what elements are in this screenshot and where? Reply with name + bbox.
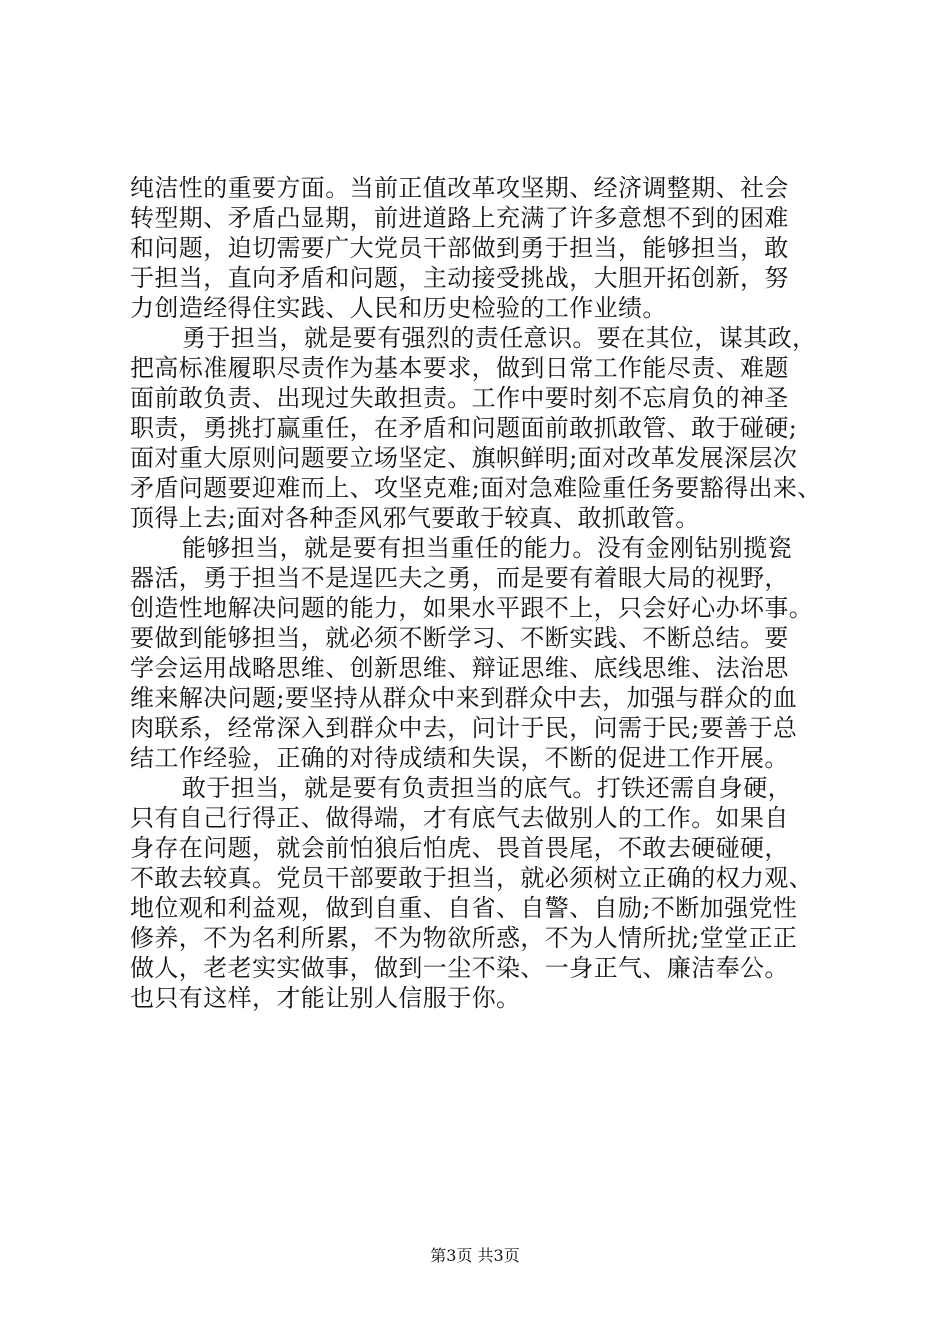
text-line: 不敢去较真。党员干部要敢于担当，就必须树立正确的权力观、 (130, 864, 814, 892)
page-number-footer: 第3页 共3页 (430, 1246, 520, 1265)
text-line: 和问题，迫切需要广大党员干部做到勇于担当，能够担当，敢 (130, 234, 789, 262)
text-line: 面前敢负责、出现过失敢担责。工作中要时刻不忘肩负的神圣 (130, 384, 789, 412)
text-line: 学会运用战略思维、创新思维、辩证思维、底线思维、法治思 (130, 654, 789, 682)
text-line: 身存在问题，就会前怕狼后怕虎、畏首畏尾，不敢去硬碰硬， (130, 834, 789, 862)
paragraph (130, 773, 830, 1013)
paragraph (130, 323, 830, 533)
text-line: 把高标准履职尽责作为基本要求，做到日常工作能尽责、难题 (130, 354, 789, 382)
document-body (130, 173, 830, 1013)
text-line: 能够担当，就是要有担当重任的能力。没有金刚钻别揽瓷 (182, 534, 792, 562)
text-line: 做人，老老实实做事，做到一尘不染、一身正气、廉洁奉公。 (130, 954, 789, 982)
text-line: 力创造经得住实践、人民和历史检验的工作业绩。 (130, 294, 667, 322)
text-line: 敢于担当，就是要有负责担当的底气。打铁还需自身硬， (182, 774, 792, 802)
text-line: 地位观和利益观，做到自重、自省、自警、自励;不断加强党性 (130, 894, 798, 922)
text-line: 器活，勇于担当不是逞匹夫之勇，而是要有着眼大局的视野， (130, 564, 789, 592)
text-line: 纯洁性的重要方面。当前正值改革攻坚期、经济调整期、社会 (130, 174, 789, 202)
text-line: 结工作经验，正确的对待成绩和失误，不断的促进工作开展。 (130, 744, 789, 772)
text-line: 勇于担当，就是要有强烈的责任意识。要在其位，谋其政， (182, 324, 817, 352)
text-line: 修养，不为名利所累，不为物欲所惑，不为人情所扰;堂堂正正 (130, 924, 798, 952)
text-line: 只有自己行得正、做得端，才有底气去做别人的工作。如果自 (130, 804, 789, 832)
text-line: 也只有这样，才能让别人信服于你。 (130, 984, 521, 1012)
text-line: 维来解决问题;要坚持从群众中来到群众中去，加强与群众的血 (130, 684, 798, 712)
text-line: 顶得上去;面对各种歪风邪气要敢于较真、敢抓敢管。 (130, 504, 700, 532)
paragraph (130, 533, 830, 773)
text-line: 于担当，直向矛盾和问题，主动接受挑战，大胆开拓创新，努 (130, 264, 789, 292)
paragraph (130, 173, 830, 323)
text-line: 要做到能够担当，就必须不断学习、不断实践、不断总结。要 (130, 624, 789, 652)
text-line: 转型期、矛盾凸显期，前进道路上充满了许多意想不到的困难 (130, 204, 789, 232)
text-line: 肉联系，经常深入到群众中去，问计于民，问需于民;要善于总 (130, 714, 798, 742)
text-line: 职责，勇挑打赢重任，在矛盾和问题面前敢抓敢管、敢于碰硬; (130, 414, 798, 442)
text-line: 创造性地解决问题的能力，如果水平跟不上，只会好心办坏事。 (130, 594, 814, 622)
text-line: 矛盾问题要迎难而上、攻坚克难;面对急难险重任务要豁得出来、 (130, 474, 822, 502)
text-line: 面对重大原则问题要立场坚定、旗帜鲜明;面对改革发展深层次 (130, 444, 798, 472)
